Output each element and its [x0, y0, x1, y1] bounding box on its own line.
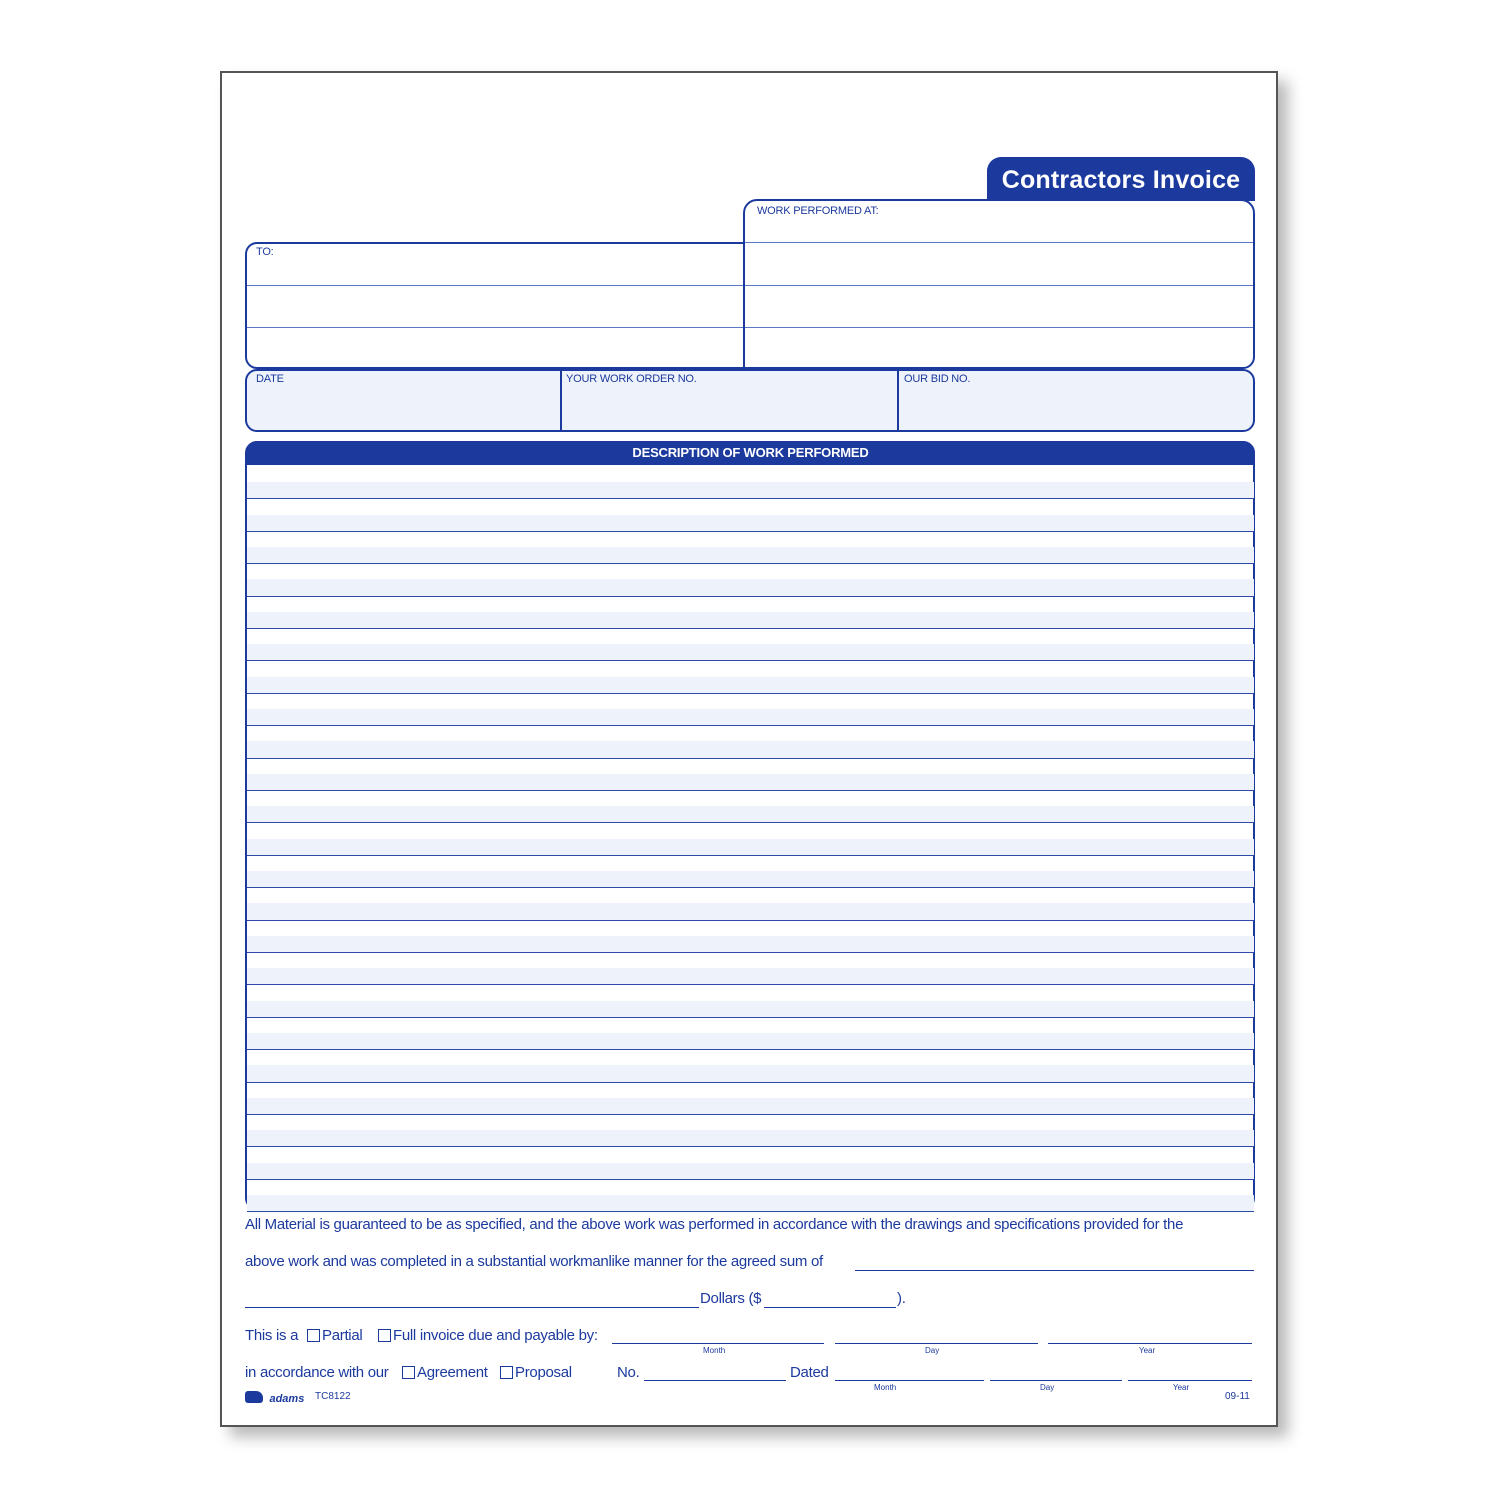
brand-name: adams — [269, 1393, 305, 1405]
dated-day-field[interactable] — [990, 1380, 1122, 1381]
form-code: TC8122 — [315, 1391, 351, 1402]
full-invoice-label: Full invoice due and payable by: — [393, 1327, 598, 1344]
date-label: DATE — [256, 373, 284, 385]
description-row-band — [247, 1130, 1254, 1146]
date-field[interactable] — [250, 390, 556, 428]
due-year-field[interactable] — [1048, 1343, 1252, 1344]
dated-label: Dated — [790, 1364, 829, 1381]
work-line-3[interactable] — [745, 327, 1253, 328]
info-divider-1 — [560, 370, 562, 431]
terms-line-2: above work and was completed in a substantial workmanlike manner for the agreed sum of — [245, 1253, 823, 1270]
description-row-band — [247, 1163, 1254, 1179]
partial-label: Partial — [322, 1327, 363, 1344]
dated-month-field[interactable] — [835, 1380, 984, 1381]
description-row-band — [247, 482, 1254, 498]
description-row-band — [247, 774, 1254, 790]
description-line[interactable] — [247, 660, 1254, 661]
work-order-label: YOUR WORK ORDER NO. — [566, 373, 697, 385]
work-order-field[interactable] — [566, 390, 893, 428]
description-row-band — [247, 579, 1254, 595]
work-line-2[interactable] — [745, 285, 1253, 286]
dated-year-field[interactable] — [1128, 1380, 1252, 1381]
proposal-checkbox[interactable] — [500, 1366, 513, 1379]
description-row-band — [247, 1098, 1254, 1114]
agreement-number-field[interactable] — [644, 1380, 786, 1381]
description-row-band — [247, 936, 1254, 952]
full-invoice-checkbox[interactable] — [378, 1329, 391, 1342]
description-row-band — [247, 677, 1254, 693]
proposal-label: Proposal — [515, 1364, 572, 1381]
description-row-band — [247, 1065, 1254, 1081]
this-is-a-label: This is a — [245, 1327, 299, 1344]
description-line[interactable] — [247, 498, 1254, 499]
due-day-caption: Day — [925, 1346, 940, 1355]
partial-checkbox[interactable] — [307, 1329, 320, 1342]
description-line[interactable] — [247, 725, 1254, 726]
description-row-band — [247, 871, 1254, 887]
description-row-band — [247, 903, 1254, 919]
work-performed-at-label: WORK PERFORMED AT: — [757, 205, 879, 217]
description-line[interactable] — [247, 1049, 1254, 1050]
to-label: TO: — [256, 246, 274, 258]
agreed-sum-field[interactable] — [855, 1270, 1254, 1271]
description-line[interactable] — [247, 790, 1254, 791]
description-line[interactable] — [247, 531, 1254, 532]
due-day-field[interactable] — [835, 1343, 1038, 1344]
description-line[interactable] — [247, 628, 1254, 629]
description-row-band — [247, 839, 1254, 855]
due-month-field[interactable] — [612, 1343, 824, 1344]
description-line[interactable] — [247, 1114, 1254, 1115]
dated-year-caption: Year — [1173, 1383, 1190, 1392]
description-row-band — [247, 968, 1254, 984]
bid-field[interactable] — [903, 390, 1249, 428]
agreement-label: Agreement — [417, 1364, 488, 1381]
dated-day-caption: Day — [1040, 1383, 1055, 1392]
description-row-band — [247, 547, 1254, 563]
description-line[interactable] — [247, 984, 1254, 985]
dollars-words-field[interactable] — [245, 1307, 699, 1308]
in-accordance-label: in accordance with our — [245, 1364, 389, 1381]
form-title: Contractors Invoice — [987, 157, 1255, 201]
description-line[interactable] — [247, 920, 1254, 921]
to-line-1[interactable] — [247, 285, 744, 286]
description-line[interactable] — [247, 887, 1254, 888]
to-line-2[interactable] — [247, 327, 744, 328]
dated-month-caption: Month — [874, 1383, 897, 1392]
description-line[interactable] — [247, 1146, 1254, 1147]
work-line-1[interactable] — [745, 242, 1253, 243]
partial-option[interactable] — [307, 1327, 362, 1344]
description-line[interactable] — [247, 1082, 1254, 1083]
description-row-band — [247, 515, 1254, 531]
dollars-close: ). — [897, 1290, 906, 1307]
description-line[interactable] — [247, 758, 1254, 759]
agreement-option[interactable] — [402, 1364, 488, 1381]
agreement-checkbox[interactable] — [402, 1366, 415, 1379]
adams-logo — [245, 1389, 304, 1403]
description-line[interactable] — [247, 1017, 1254, 1018]
description-row-band — [247, 709, 1254, 725]
description-row-band — [247, 1195, 1254, 1211]
proposal-option[interactable] — [500, 1364, 572, 1381]
terms-line-1: All Material is guaranteed to be as specified, and the above work was performed in accordance with the drawings and specifications provided for the — [245, 1216, 1184, 1233]
description-line[interactable] — [247, 952, 1254, 953]
description-row-band — [247, 806, 1254, 822]
work-performed-at-box — [743, 199, 1255, 369]
description-line[interactable] — [247, 596, 1254, 597]
description-row-band — [247, 1001, 1254, 1017]
description-line[interactable] — [247, 1211, 1254, 1212]
description-header: DESCRIPTION OF WORK PERFORMED — [246, 441, 1255, 465]
adams-logo-icon — [245, 1391, 263, 1403]
description-row-band — [247, 741, 1254, 757]
due-year-caption: Year — [1139, 1346, 1156, 1355]
description-line[interactable] — [247, 822, 1254, 823]
description-row-band — [247, 612, 1254, 628]
info-divider-2 — [897, 370, 899, 431]
description-row-band — [247, 644, 1254, 660]
no-label: No. — [617, 1364, 640, 1381]
dollars-amount-field[interactable] — [764, 1307, 896, 1308]
description-row-band — [247, 1033, 1254, 1049]
description-line[interactable] — [247, 855, 1254, 856]
dollars-label: Dollars ($ — [700, 1290, 762, 1307]
to-box — [245, 242, 745, 369]
description-line[interactable] — [247, 563, 1254, 564]
description-line[interactable] — [247, 1179, 1254, 1180]
form-version: 09-11 — [1225, 1391, 1250, 1402]
due-month-caption: Month — [703, 1346, 726, 1355]
description-line[interactable] — [247, 693, 1254, 694]
full-invoice-option[interactable] — [378, 1327, 598, 1344]
bid-label: OUR BID NO. — [904, 373, 971, 385]
